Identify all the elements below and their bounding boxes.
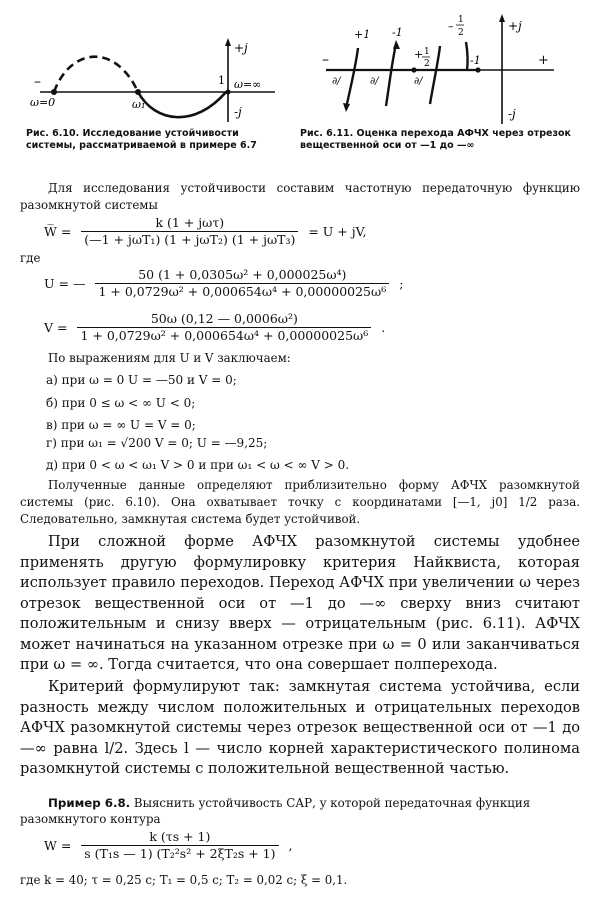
formula-w-rhs: = U + jV, (308, 223, 367, 239)
formula-u-rhs: ; (399, 275, 404, 291)
label-minus-one-b: -1 (470, 54, 481, 67)
label-plus-half-sign: + (414, 48, 424, 61)
transition-curve-1 (346, 48, 358, 108)
label-minus-half-den: 2 (458, 28, 464, 38)
label-curve-2: ∂/ (370, 76, 379, 87)
result-paragraph: Полученные данные определяют приблизительно форму АФЧХ разомкнутой системы (рис. 6.10). Она охватывает точку с координатами [—1, j0] 1/2 раза. Следовательно, замкнутая система будет устойчивой. (20, 478, 580, 526)
label-omega-inf: ω=∞ (234, 78, 262, 91)
label-minus-half-num: 1 (458, 15, 464, 25)
formula-w-numerator: k (1 + jωτ) (81, 216, 298, 232)
label-curve-1: ∂/ (332, 76, 341, 87)
transition-curve-4 (466, 42, 468, 70)
formula-u-fraction (95, 268, 389, 299)
label-minus: – (34, 74, 41, 90)
conclude-intro: По выражениям для U и V заключаем: (48, 351, 291, 365)
imag-axis-arrow (225, 38, 231, 46)
point-mid (411, 67, 416, 72)
label-plus-j: +j (234, 41, 248, 55)
formula-w2-rhs: , (288, 837, 293, 853)
formula-w2-numerator: k (τs + 1) (81, 830, 278, 846)
formula-u (44, 268, 403, 299)
formula-v (44, 312, 385, 343)
example-heading (20, 795, 580, 827)
label-one: 1 (218, 74, 225, 87)
condition-d: г) при ω₁ = √200 V = 0; U = —9,25; (46, 436, 268, 450)
figures-area (0, 0, 600, 160)
figure-6-11 (318, 8, 588, 126)
afc-dashed-curve (54, 57, 138, 92)
transition-curve-2 (386, 44, 396, 106)
imag-axis-arrow-b (499, 14, 505, 22)
parameters-line: где k = 40; τ = 0,25 с; T₁ = 0,5 с; T₂ = 0,02 с; ξ = 0,1. (20, 873, 348, 887)
label-minus-half-sign: – (448, 20, 454, 33)
label-omega-zero: ω=0 (30, 96, 56, 109)
transitions-plot-b (318, 8, 588, 126)
label-minus-b: – (322, 52, 329, 68)
intro-paragraph: Для исследования устойчивости составим частотную передаточную функцию разомкнутой системы (20, 181, 580, 212)
transition-arrow-1 (343, 103, 350, 112)
label-plus-half-num: 1 (424, 47, 430, 57)
example-title: Пример 6.8. (48, 796, 131, 810)
formula-v-fraction (77, 312, 371, 343)
label-omega-one: ω₁ (132, 98, 146, 111)
label-plus-j-b: +j (508, 19, 522, 33)
label-minus-one-a: -1 (392, 26, 403, 39)
formula-v-rhs: . (381, 319, 386, 335)
condition-a: а) при ω = 0 U = —50 и V = 0; (46, 373, 237, 387)
caption-fig-6-10: Рис. 6.10. Исследование устойчивости системы, рассматриваемой в примере 6.7 (26, 128, 257, 151)
formula-w-fraction (81, 216, 298, 247)
condition-e: д) при 0 < ω < ω₁ V > 0 и при ω₁ < ω < ∞ V > 0. (46, 458, 350, 472)
label-minus-j-b: -j (508, 107, 516, 121)
where-label: где (20, 251, 41, 265)
label-plus-half-den: 2 (424, 59, 430, 69)
formula-u-numerator: 50 (1 + 0,0305ω² + 0,000025ω⁴) (95, 268, 389, 284)
formula-w2 (44, 830, 292, 861)
label-plus-one: +1 (354, 28, 371, 41)
label-minus-j: -j (234, 105, 242, 119)
example-text: Выяснить устойчивость САР, у которой передаточная функция разомкнутого контура (20, 796, 531, 826)
formula-v-lhs: V = (44, 319, 68, 335)
formula-v-denominator: 1 + 0,0729ω² + 0,000654ω⁴ + 0,00000025ω⁶ (80, 328, 369, 343)
transition-curve-3 (430, 46, 440, 104)
label-plus-b: + (538, 53, 549, 68)
point-minus-one (475, 67, 480, 72)
formula-v-numerator: 50ω (0,12 — 0,0006ω²) (77, 312, 371, 328)
figure-6-10 (20, 28, 280, 124)
formula-u-denominator: 1 + 0,0729ω² + 0,000654ω⁴ + 0,00000025ω⁶ (98, 284, 387, 299)
main-paragraph-1: При сложной форме АФЧХ разомкнутой системы удобнее применять другую формулировку критерия Найквиста, которая использует правило переходов. Переход АФЧХ при увеличении ω через отрезок вещественной оси от —1 до —∞ сверху вниз считают положительным и снизу вверх — отрицательным (рис. 6.11). АФЧХ может начинаться на указанном отрезке при ω = 0 или заканчиваться при ω = ∞. Тогда считается, что она совершает полперехода. (20, 533, 580, 673)
point-omega-zero (51, 89, 57, 95)
condition-c: в) при ω = ∞ U = V = 0; (46, 418, 196, 432)
main-paragraph-2: Критерий формулируют так: замкнутая система устойчива, если разность между числом положительных и отрицательных переходов АФЧХ разомкнутой системы через отрезок вещественной оси от —1 до —∞ равна l/2. Здесь l — число корней характеристического полинома разомкнутой системы с положительной вещественной частью. (20, 678, 580, 777)
condition-b: б) при 0 ≤ ω < ∞ U < 0; (46, 396, 196, 410)
formula-w2-fraction (81, 830, 278, 861)
caption-fig-6-11: Рис. 6.11. Оценка перехода АФЧХ через отрезок вещественной оси от —1 до —∞ (300, 128, 571, 151)
nyquist-plot-a (20, 28, 280, 124)
label-curve-3: ∂/ (414, 76, 423, 87)
formula-u-lhs: U = — (44, 275, 86, 291)
formula-w (44, 216, 366, 247)
transition-arrow-2 (393, 40, 400, 49)
formula-w2-lhs: W = (44, 837, 72, 853)
point-omega-one (135, 89, 141, 95)
formula-w2-denominator: s (T₁s — 1) (T₂²s² + 2ξT₂s + 1) (84, 846, 276, 861)
point-origin (226, 90, 231, 95)
afc-solid-curve (138, 92, 226, 117)
formula-w-lhs: W̅ = (44, 223, 72, 239)
formula-w-denominator: (—1 + jωT₁) (1 + jωT₂) (1 + jωT₃) (84, 232, 296, 247)
